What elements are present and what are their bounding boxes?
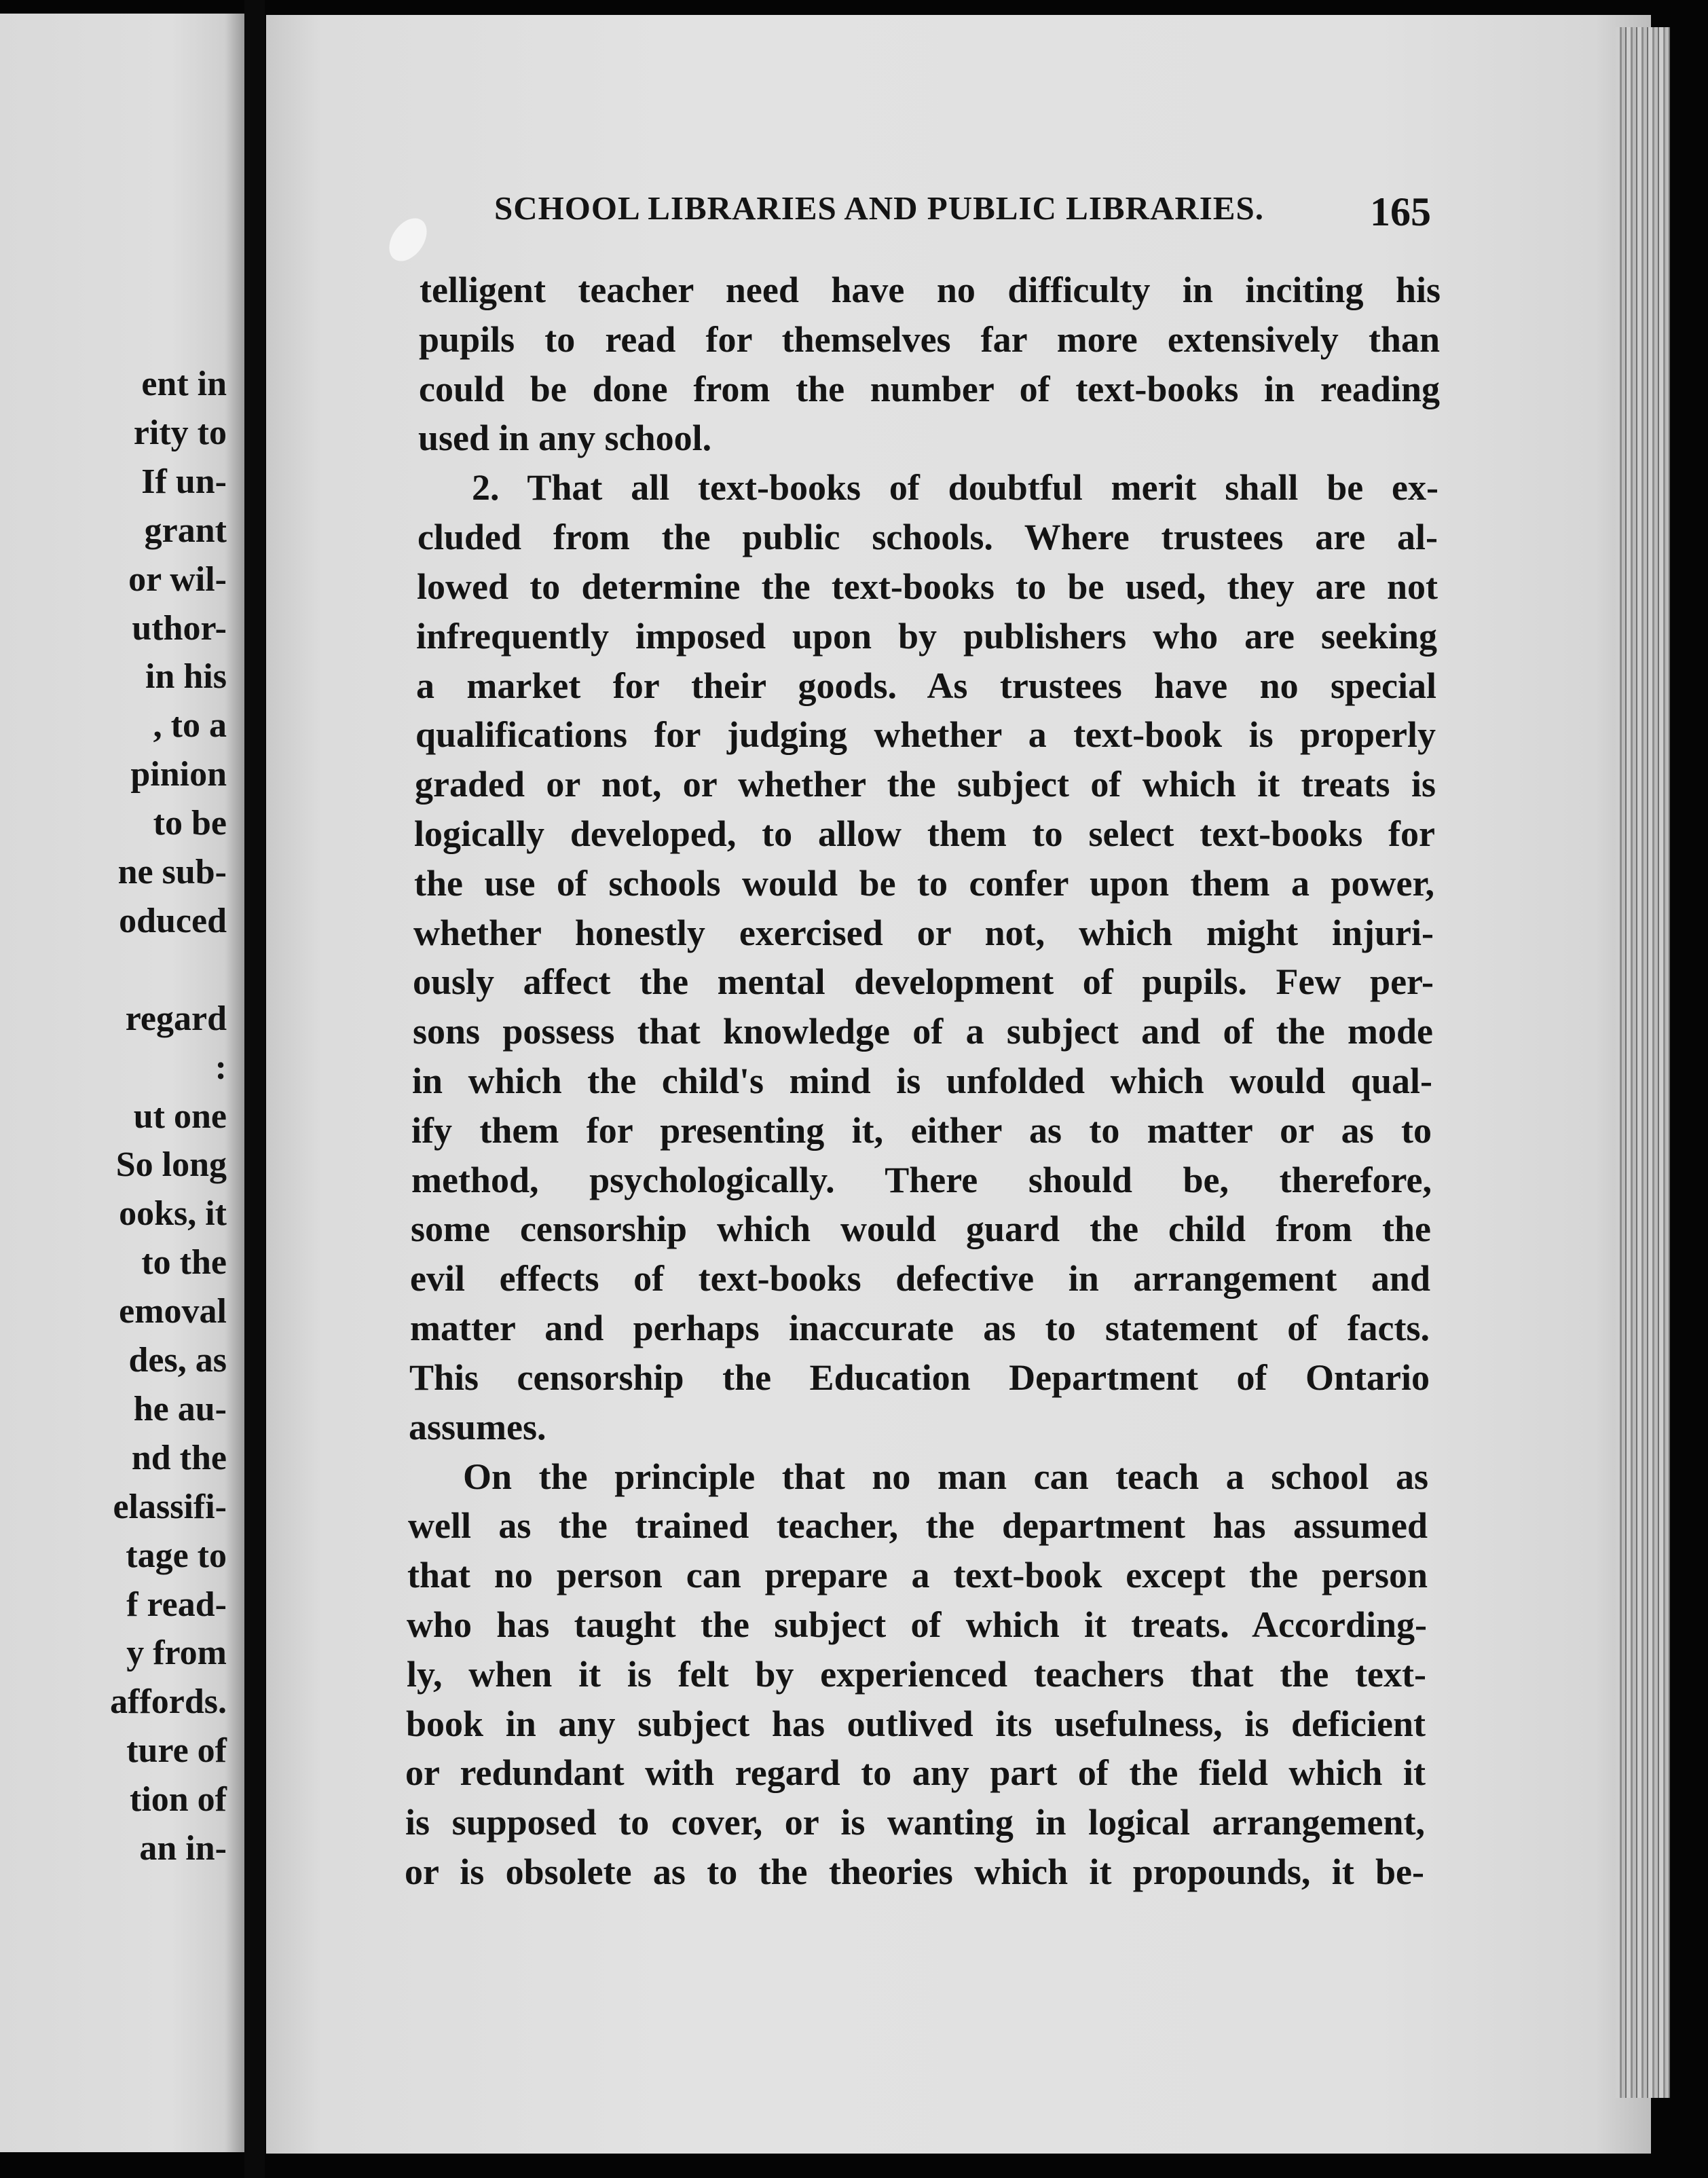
left-page-line: grant (144, 511, 227, 550)
left-page-line: an in- (139, 1829, 227, 1868)
body-line: telligent teacher need have no difficulty in inciting his (420, 270, 1441, 310)
body-line: This censorship the Education Department of Ontario (409, 1357, 1430, 1398)
left-page-line: ooks, it (119, 1194, 227, 1234)
left-page-line: regard (125, 999, 227, 1038)
left-page-line: y from (126, 1634, 227, 1673)
left-page-line: So long (115, 1145, 227, 1185)
left-page-line: ne sub- (117, 853, 227, 891)
body-line: method, psychologically. There should be, therefore, (411, 1160, 1432, 1200)
body-line: ously affect the mental development of pupils. Few per- (413, 961, 1434, 1002)
body-line: whether honestly exercised or not, which might injuri- (413, 912, 1434, 953)
body-line: could be done from the number of text-books in reading (419, 369, 1440, 409)
body-line: or is obsolete as to the theories which it propounds, it be- (405, 1851, 1424, 1892)
body-line: pupils to read for themselves far more extensively than (419, 319, 1440, 360)
running-head: SCHOOL LIBRARIES AND PUBLIC LIBRARIES. (494, 189, 1264, 227)
body-line: a market for their goods. As trustees have no special (416, 665, 1436, 706)
body-line: that no person can prepare a text-book except the person (407, 1555, 1428, 1595)
body-line: who has taught the subject of which it treats. According- (407, 1604, 1427, 1645)
left-page-line: tion of (130, 1780, 227, 1820)
body-line: cluded from the public schools. Where trustees are al- (417, 517, 1438, 557)
body-line: graded or not, or whether the subject of which it treats is (415, 764, 1436, 805)
left-page-line: or wil- (128, 559, 227, 599)
book-gutter (244, 0, 265, 2178)
left-page-line: des, as (128, 1341, 227, 1380)
left-page-line: : (215, 1048, 227, 1087)
body-line: the use of schools would be to confer upon them a power, (414, 863, 1434, 904)
left-page-line: oduced (119, 901, 227, 940)
left-page-line: f read- (126, 1585, 227, 1624)
left-page-line: nd the (131, 1438, 227, 1477)
left-page-line: ut one (133, 1096, 227, 1136)
body-line: ly, when it is felt by experienced teachers that the text- (407, 1654, 1426, 1695)
page-number: 165 (1370, 189, 1431, 234)
body-line: lowed to determine the text-books to be used, they are not (417, 566, 1438, 607)
body-line: sons possess that knowledge of a subject and of the mode (413, 1011, 1433, 1052)
body-line: infrequently imposed upon by publishers who are seeking (416, 616, 1437, 657)
left-page-line: elassifi- (113, 1487, 227, 1526)
body-line: matter and perhaps inaccurate as to statement of facts. (410, 1308, 1430, 1348)
left-page (0, 14, 244, 2152)
body-line: used in any school. (418, 418, 712, 458)
body-line: evil effects of text-books defective in arrangement and (410, 1258, 1430, 1299)
page-edges (1616, 27, 1670, 2098)
left-page-line: , to a (153, 706, 227, 745)
body-line: ify them for presenting it, either as to matter or as to (411, 1110, 1432, 1151)
body-line: 2. That all text-books of doubtful merit shall be ex- (472, 467, 1438, 508)
left-page-line: rity to (133, 413, 227, 452)
left-page-line: he au- (133, 1389, 227, 1428)
left-page-line: to be (153, 804, 227, 843)
left-page-line: in his (145, 657, 227, 697)
body-line: is supposed to cover, or is wanting in logical arrangement, (405, 1802, 1425, 1843)
body-line: well as the trained teacher, the department has assumed (408, 1505, 1428, 1546)
left-page-line: pinion (130, 755, 227, 794)
body-line: logically developed, to allow them to select text-books for (414, 813, 1435, 854)
body-line: qualifications for judging whether a text-book is properly (415, 714, 1436, 755)
body-line: On the principle that no man can teach a school as (463, 1456, 1428, 1497)
left-page-line: uthor- (132, 608, 227, 648)
body-line: some censorship which would guard the child from the (411, 1208, 1431, 1249)
left-page-line: tage to (126, 1536, 227, 1575)
body-line: book in any subject has outlived its usefulness, is deficient (406, 1703, 1426, 1744)
body-line: in which the child's mind is unfolded which would qual- (412, 1060, 1432, 1101)
left-page-line: emoval (119, 1292, 227, 1331)
left-page-line: ture of (126, 1731, 227, 1771)
left-page-line: ent in (141, 365, 227, 403)
left-page-line: If un- (141, 462, 227, 501)
left-page-line: affords. (110, 1682, 227, 1722)
left-page-line: to the (141, 1243, 227, 1282)
body-line: or redundant with regard to any part of the field which it (405, 1752, 1426, 1793)
body-line: assumes. (409, 1407, 546, 1447)
